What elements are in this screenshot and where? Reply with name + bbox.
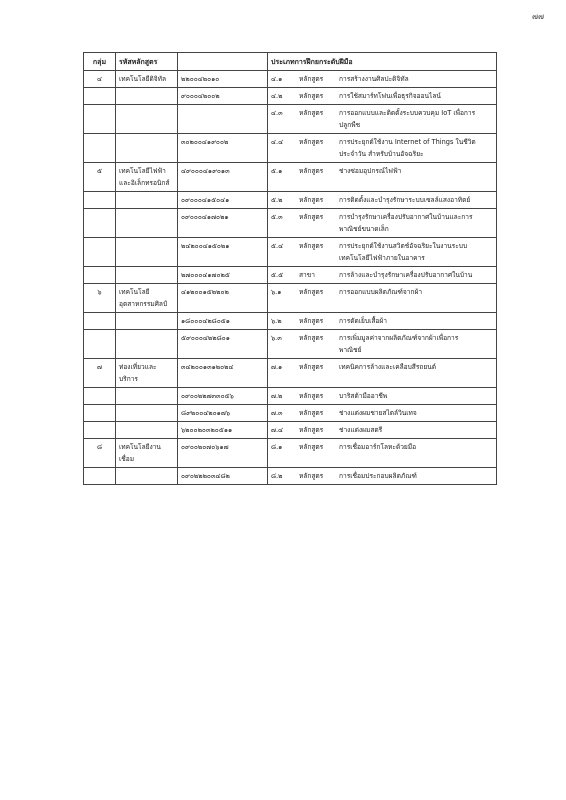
table-row	[84, 388, 497, 405]
course-category: หลักสูตร	[299, 426, 324, 434]
group-name-cell	[116, 238, 178, 267]
group-number-cell	[84, 388, 116, 405]
course-type-cell	[268, 163, 497, 192]
table-row	[84, 359, 497, 388]
course-name: การตัดเย็บเสื้อผ้า	[339, 317, 387, 325]
group-name-cell	[116, 88, 178, 105]
table-body	[84, 71, 497, 485]
table-row	[84, 71, 497, 88]
group-number-cell: ๖	[84, 284, 116, 313]
course-type-cell	[268, 209, 497, 238]
course-type-cell	[268, 284, 497, 313]
course-name: การออกแบบและติดตั้งระบบควบคุม IoT เพื่อการปลูกพืช	[339, 109, 476, 129]
course-name: การประยุกต์ใช้งานสวิตช์อัจฉริยะในงานระบบเทคโนโลยีไฟฟ้าภายในอาคาร	[339, 242, 468, 262]
group-number-cell: ๗	[84, 359, 116, 388]
table-header	[84, 53, 497, 71]
group-name-cell	[116, 468, 178, 485]
course-type-cell	[268, 439, 497, 468]
course-name: การเชื่อมอาร์กโลหะด้วยมือ	[339, 443, 417, 451]
sub-number: ๗.๓	[271, 409, 283, 417]
course-type-cell	[268, 88, 497, 105]
course-name: การเชื่อมประกอบผลิตภัณฑ์	[339, 472, 417, 480]
group-name-cell: เทคโนโลยีงานเชื่อม	[116, 439, 178, 468]
course-category: หลักสูตร	[299, 92, 324, 100]
sub-number: ๕.๓	[271, 213, 283, 221]
course-name: การใช้สมาร์ทโฟนเพื่อธุรกิจออนไลน์	[339, 92, 441, 100]
course-code-cell: ๐๙๐๐๒๒๗๓๓๐๕๖	[178, 388, 268, 405]
course-category: หลักสูตร	[299, 317, 324, 325]
sub-number: ๔.๔	[271, 138, 284, 146]
course-code-cell: ๔๙๐๐๐๔๑๙๐๑๓	[178, 163, 268, 192]
table-row	[84, 209, 497, 238]
course-category: หลักสูตร	[299, 196, 324, 204]
course-category: หลักสูตร	[299, 75, 324, 83]
course-type-cell	[268, 105, 497, 134]
table-row	[84, 405, 497, 422]
group-number-cell	[84, 134, 116, 163]
course-category: หลักสูตร	[299, 167, 324, 175]
header-course-type: ประเภทการฝึกยกระดับฝีมือ	[268, 53, 497, 71]
group-name-cell: เทคโนโลยีไฟฟ้าและอิเล็กทรอนิกส์	[116, 163, 178, 192]
group-number-cell: ๔	[84, 71, 116, 88]
course-name: เทคนิคการล้างและเคลือบสีรถยนต์	[339, 363, 437, 371]
courses-table	[83, 52, 497, 485]
course-category: หลักสูตร	[299, 288, 324, 296]
course-code-cell: ๖๒๐๐๒๐๓๒๐๕๑๑	[178, 422, 268, 439]
table-row	[84, 422, 497, 439]
course-code-cell: ๘๙๒๐๐๔๒๐๑๗๖	[178, 405, 268, 422]
course-category: หลักสูตร	[299, 409, 324, 417]
sub-number: ๗.๔	[271, 426, 284, 434]
table-row	[84, 163, 497, 192]
header-group: กลุ่ม	[84, 53, 116, 71]
course-type-cell	[268, 359, 497, 388]
course-code-cell: ๕๙๐๐๐๔๒๒๘๐๑	[178, 330, 268, 359]
group-number-cell	[84, 313, 116, 330]
group-number-cell	[84, 209, 116, 238]
group-number-cell	[84, 330, 116, 359]
course-name: ช่างแต่งผมชายสไตล์วินเทจ	[339, 409, 417, 417]
course-category: หลักสูตร	[299, 392, 324, 400]
course-type-cell	[268, 192, 497, 209]
table-row	[84, 439, 497, 468]
table-row	[84, 88, 497, 105]
course-code-cell: ๙๐๐๐๔๒๐๐๒	[178, 88, 268, 105]
sub-number: ๘.๑	[271, 443, 283, 451]
group-name-cell: เทคโนโลยีอุตสาหกรรมศิลป์	[116, 284, 178, 313]
sub-number: ๗.๑	[271, 363, 283, 371]
course-code-cell: ๓๐๒๐๐๔๑๙๐๐๒	[178, 134, 268, 163]
group-name-cell	[116, 422, 178, 439]
table-row	[84, 330, 497, 359]
course-name: การสร้างงานศิลปะดิจิทัล	[339, 75, 409, 83]
header-course-code: รหัสหลักสูตร	[116, 53, 178, 71]
sub-number: ๖.๓	[271, 334, 282, 342]
sub-number: ๕.๒	[271, 196, 283, 204]
course-type-cell	[268, 405, 497, 422]
course-category: หลักสูตร	[299, 334, 324, 342]
table-row	[84, 284, 497, 313]
group-number-cell	[84, 192, 116, 209]
course-category: หลักสูตร	[299, 242, 324, 250]
course-name: การบำรุงรักษาเครื่องปรับอากาศในบ้านและการพาณิชย์ขนาดเล็ก	[339, 213, 473, 233]
course-type-cell	[268, 313, 497, 330]
course-type-cell	[268, 468, 497, 485]
course-code-cell: ๐๙๐๒๒๒๐๓๔๘๒	[178, 468, 268, 485]
group-name-cell: เทคโนโลยีดิจิทัล	[116, 71, 178, 88]
course-type-cell	[268, 388, 497, 405]
course-category: หลักสูตร	[299, 363, 324, 371]
course-code-cell: ๐๙๐๐๐๔๑๗๐๒๑	[178, 209, 268, 238]
course-category: สาขา	[299, 271, 315, 279]
course-type-cell	[268, 267, 497, 284]
course-name: ช่างซ่อมอุปกรณ์ไฟฟ้า	[339, 167, 402, 175]
course-category: หลักสูตร	[299, 109, 324, 117]
course-code-cell: ๑๘๐๐๐๔๒๘๐๕๑	[178, 313, 268, 330]
group-name-cell	[116, 267, 178, 284]
course-type-cell	[268, 330, 497, 359]
table-row	[84, 468, 497, 485]
course-type-cell	[268, 238, 497, 267]
group-name-cell	[116, 388, 178, 405]
group-name-cell: ท่องเที่ยวและบริการ	[116, 359, 178, 388]
sub-number: ๖.๑	[271, 288, 282, 296]
table-row	[84, 192, 497, 209]
course-name: บาริสต้ามืออาชีพ	[339, 392, 388, 400]
sub-number: ๕.๔	[271, 242, 284, 250]
table-row	[84, 313, 497, 330]
course-name: การออกแบบผลิตภัณฑ์จากผ้า	[339, 288, 423, 296]
course-category: หลักสูตร	[299, 443, 324, 451]
table-row	[84, 267, 497, 284]
group-number-cell	[84, 238, 116, 267]
course-code-cell: ๒๔๒๐๐๔๑๕๐๒๑	[178, 238, 268, 267]
table-row	[84, 134, 497, 163]
group-number-cell	[84, 468, 116, 485]
course-name: การเพิ่มมูลค่าจากผลิตภัณฑ์จากผ้าเพื่อการพาณิชย์	[339, 334, 459, 354]
course-category: หลักสูตร	[299, 138, 324, 146]
sub-number: ๘.๒	[271, 472, 283, 480]
group-number-cell: ๘	[84, 439, 116, 468]
group-name-cell	[116, 192, 178, 209]
course-type-cell	[268, 134, 497, 163]
sub-number: ๗.๒	[271, 392, 283, 400]
group-number-cell	[84, 405, 116, 422]
table-row	[84, 105, 497, 134]
header-code-spacer	[178, 53, 268, 71]
group-name-cell	[116, 405, 178, 422]
course-code-cell: ๓๔๒๐๐๑๓๑๒๐๒๔	[178, 359, 268, 388]
course-name: การล้างและบำรุงรักษาเครื่องปรับอากาศในบ้าน	[339, 271, 473, 279]
course-category: หลักสูตร	[299, 472, 324, 480]
group-number-cell	[84, 88, 116, 105]
sub-number: ๕.๕	[271, 271, 284, 279]
course-code-cell: ๔๑๒๐๐๑๕๒๒๐๒	[178, 284, 268, 313]
course-code-cell: ๐๙๐๐๐๔๑๕๐๔๑	[178, 192, 268, 209]
course-name: การติดตั้งและบำรุงรักษาระบบเซลล์แสงอาทิตย์	[339, 196, 471, 204]
course-code-cell: ๐๙๐๐๒๐๗๐๖๑๗	[178, 439, 268, 468]
course-name: การประยุกต์ใช้งาน Internet of Things ในชีวิตประจำวัน สำหรับบ้านอัจฉริยะ	[339, 138, 476, 158]
sub-number: ๔.๓	[271, 109, 283, 117]
table-row	[84, 238, 497, 267]
group-number-cell	[84, 105, 116, 134]
course-type-cell	[268, 422, 497, 439]
sub-number: ๖.๒	[271, 317, 282, 325]
course-category: หลักสูตร	[299, 213, 324, 221]
course-code-cell	[178, 105, 268, 134]
group-name-cell	[116, 209, 178, 238]
group-number-cell	[84, 422, 116, 439]
course-type-cell	[268, 71, 497, 88]
sub-number: ๕.๑	[271, 167, 283, 175]
group-name-cell	[116, 313, 178, 330]
group-number-cell: ๕	[84, 163, 116, 192]
group-number-cell	[84, 267, 116, 284]
group-name-cell	[116, 330, 178, 359]
course-code-cell: ๒๒๐๐๔๒๐๑๐	[178, 71, 268, 88]
sub-number: ๔.๒	[271, 92, 283, 100]
course-name: ช่างแต่งผมสตรี	[339, 426, 383, 434]
page-number: ๗๗	[532, 12, 545, 21]
course-code-cell: ๒๗๐๐๐๔๑๗๐๒๕	[178, 267, 268, 284]
group-name-cell	[116, 105, 178, 134]
group-name-cell	[116, 134, 178, 163]
sub-number: ๔.๑	[271, 75, 283, 83]
